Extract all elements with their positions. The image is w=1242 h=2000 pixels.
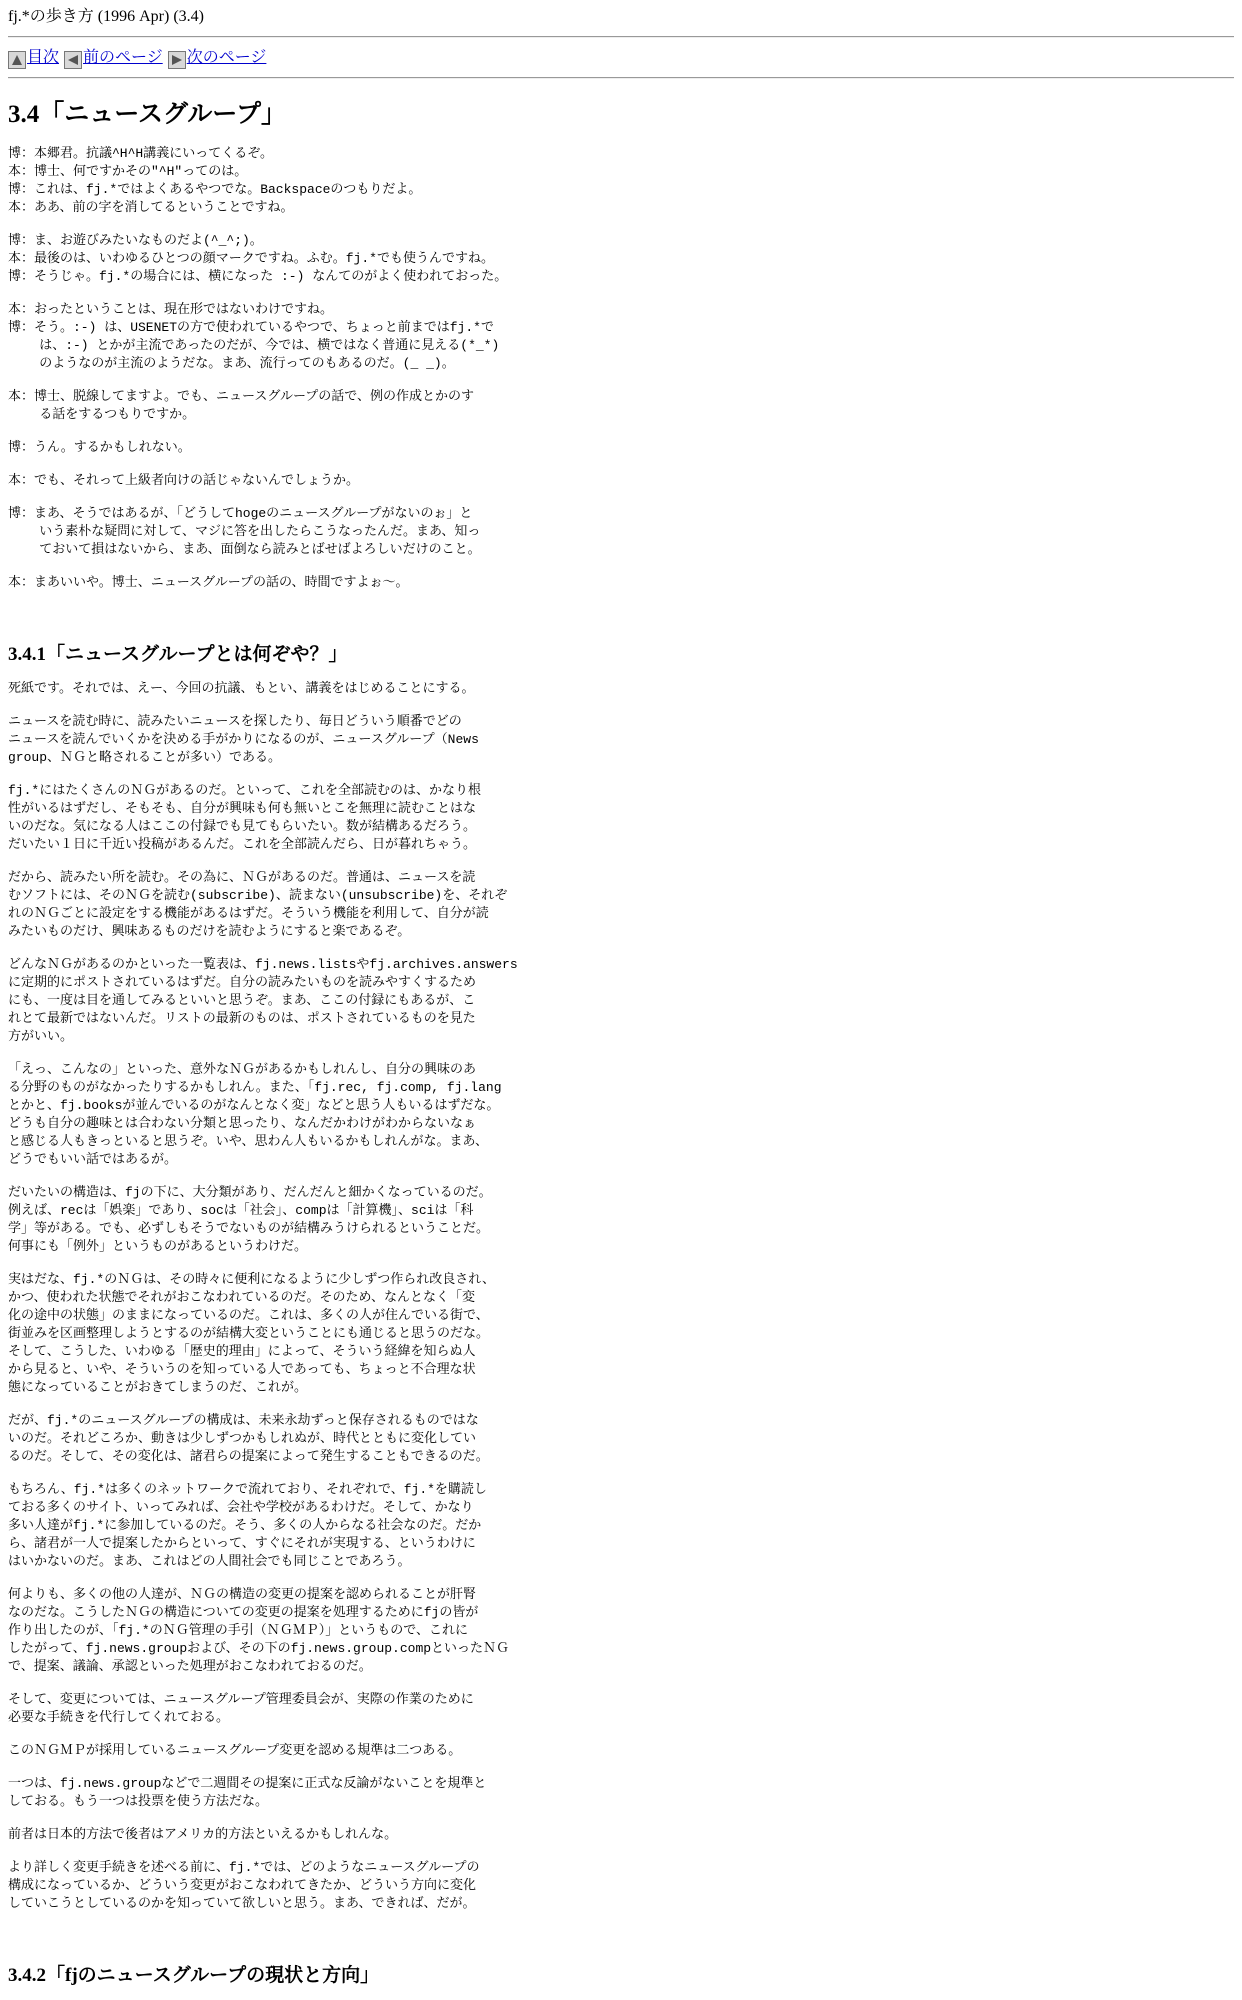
toc-link[interactable] <box>8 47 59 69</box>
dialogue-block: 本：でも、それって上級者向けの話じゃないんでしょうか。 <box>8 473 360 488</box>
prev-page-label: 前のページ <box>83 49 163 66</box>
paragraph: 一つは、fj.news.groupなどで二週間その提案に正式な反論がないことを規準と しておる。もう一つは投票を使う方法だな。 <box>8 1776 487 1809</box>
paragraph: もちろん、fj.*は多くのネットワークで流れており、それぞれで、fj.*を購読し ておる多くのサイト、いってみれば、会社や学校があるわけだ。そして、かなり 多い人達がfj.*に参加しているのだ。そう、多くの人からなる社会なのだ。だか ら、諸君が一人で提案したからといって、すぐにそれが実現する、というわけに はいかないのだ。まあ、これはどの人間社会でも同じことであろう。 <box>8 1482 487 1569</box>
paragraph: 「えっ、こんなの」といった、意外なＮＧがあるかもしれんし、自分の興味のあ る分野のものがなかったりするかもしれん。また、「fj.rec, fj.comp, fj.lang とかと、fj.booksが並んでいるのがなんとなく変」などと思う人もいるはずだな。 どうも自分の趣味とは合わない分類と思ったり、なんだかわけがわからないなぁ と感じる人もきっといると思うぞ。いや、思わん人もいるかもしれんがな。まあ、 どうでもいい話ではあるが。 <box>8 1062 502 1167</box>
dialogue-block: 博：ま、お遊びみたいなものだよ(^_^;)。 本：最後のは、いわゆるひとつの顔マークですね。ふむ。fj.*でも使うんですね。 博：そうじゃ。fj.*の場合には、横になった :-) なんてのがよく使われておった。 <box>8 233 508 284</box>
paragraph: 前者は日本的方法で後者はアメリカ的方法といえるかもしれんな。 <box>8 1827 398 1842</box>
paragraph: ニュースを読む時に、読みたいニュースを探したり、毎日どういう順番でどの ニュースを読んでいくかを決める手がかりになるのが、ニュースグループ（News group、ＮＧと略されることが多い）である。 <box>8 714 479 765</box>
dialogue-block: 博：うん。するかもしれない。 <box>8 440 191 455</box>
next-page-link[interactable] <box>168 47 267 69</box>
toc-link-label: 目次 <box>27 49 60 66</box>
paragraph: だいたいの構造は、fjの下に、大分類があり、だんだんと細かくなっているのだ。 例えば、recは「娯楽」であり、socは「社会」、compは「計算機」、sciは「科 学」等がある。でも、必ずしもそうでないものが結構みうけられるということだ。 何事にも「例外」というものがあるというわけだ。 <box>8 1185 492 1254</box>
dialogue-block: 本：おったということは、現在形ではないわけですね。 博：そう。:-) は、USENETの方で使われているやつで、ちょっと前まではfj.*で は、:-) とかが主流であったのだが、今では、横ではなく普通に見える(*_*) のようなのが主流のようだな。まあ、流行ってのもあるのだ。(_ _)。 <box>8 302 500 371</box>
paragraph: だが、fj.*のニュースグループの構成は、未来永劫ずっと保存されるものではな いのだ。それどころか、動きは少しずつかもしれぬが、時代とともに変化してい るのだ。そして、その変化は、諸君らの提案によって発生することもできるのだ。 <box>8 1413 489 1464</box>
paragraph: 実はだな、fj.*のＮＧは、その時々に便利になるように少しずつ作られ改良され、 かつ、使われた状態でそれがおこなわれているのだ。そのため、なんとなく「変 化の途中の状態」のままになっているのだ。これは、多くの人が住んでいる街で、 街並みを区画整理しようとするのが結構大変ということにも通じると思うのだな。 そして、こうした、いわゆる「歴史的理由」によって、そういう経緯を知らぬ人 から見ると、いや、そういうのを知っている人であっても、ちょっと不合理な状 態になっていることがおきてしまうのだ、これが。 <box>8 1272 495 1395</box>
subsection-heading: 3.4.2「fjのニュースグループの現状と方向」 <box>8 1965 380 1986</box>
document-title: fj.*の歩き方 (1996 Apr) (3.4) <box>8 8 204 25</box>
up-arrow-icon <box>8 51 26 69</box>
dialogue-block: 本：博士、脱線してますよ。でも、ニュースグループの話で、例の作成とかのす る話をするつもりですか。 <box>8 389 475 422</box>
dialogue-block: 博：本郷君。抗議^H^H講義にいってくるぞ。 本：博士、何ですかその"^H"ってのは。 博：これは、fj.*ではよくあるやつでな。Backspaceのつもりだよ。 本：ああ、前の字を消してるということですね。 <box>8 146 422 215</box>
top-divider <box>8 36 1234 38</box>
next-page-label: 次のページ <box>186 49 267 66</box>
prev-page-link[interactable] <box>64 47 163 69</box>
paragraph: より詳しく変更手続きを述べる前に、fj.*では、どのようなニュースグループの 構成になっているか、どういう変更がおこなわれてきたか、どういう方向に変化 していこうとしているのかを知っていて欲しいと思う。まあ、できれば、だが。 <box>8 1860 480 1911</box>
navigation-bar <box>8 47 1234 69</box>
left-arrow-icon <box>64 51 82 69</box>
section-heading: 3.4「ニュースグループ」 <box>8 101 287 128</box>
paragraph: 何よりも、多くの他の人達が、ＮＧの構造の変更の提案を認められることが肝腎 なのだな。こうしたＮＧの構造についての変更の提案を処理するためにfjの皆が 作り出したのが、「fj.*のＮＧ管理の手引（ＮＧＭＰ）」というもので、これに したがって、fj.news.groupおよび、その下のfj.news.group.compといったＮＧ で、提案、議論、承認といった処理がおこなわれておるのだ。 <box>8 1587 510 1674</box>
paragraph: だから、読みたい所を読む。その為に、ＮＧがあるのだ。普通は、ニュースを読 むソフトには、そのＮＧを読む(subscribe)、読まない(unsubscribe)を、それぞ れのＮＧごとに設定をする機能があるはずだ。そういう機能を利用して、自分が読 みたいものだけ、興味あるものだけを読むようにすると楽であるぞ。 <box>8 870 508 939</box>
subsection-heading: 3.4.1「ニュースグループとは何ぞや？」 <box>8 644 348 665</box>
dialogue-block: 博：まあ、そうではあるが、「どうしてhogeのニュースグループがないのぉ」と いう素朴な疑問に対して、マジに答を出したらこうなったんだ。まあ、知っ ておいて損はないから、まあ、面倒なら読みとばせばよろしいだけのこと。 <box>8 506 481 557</box>
paragraph: どんなＮＧがあるのかといった一覧表は、fj.news.listsやfj.archives.answers に定期的にポストされているはずだ。自分の読みたいものを読みやすくするため にも、一度は目を通してみるといいと思うぞ。まあ、ここの付録にもあるが、こ れとて最新ではないんだ。リストの最新のものは、ポストされているものを見た 方がいい。 <box>8 957 518 1044</box>
paragraph: このＮＧＭＰが採用しているニュースグループ変更を認める規準は二つある。 <box>8 1743 462 1758</box>
subsection-body <box>8 680 1234 1913</box>
dialogue-block: 本：まあいいや。博士、ニュースグループの話の、時間ですよぉ～。 <box>8 575 409 590</box>
nav-divider <box>8 77 1234 79</box>
right-arrow-icon <box>168 51 186 69</box>
dialogue <box>8 145 1234 592</box>
paragraph: fj.*にはたくさんのＮＧがあるのだ。といって、これを全部読むのは、かなり根 性がいるはずだし、そもそも、自分が興味も何も無いとこを無理に読むことはな いのだな。気になる人はここの付録でも見てもらいたい。数が結構あるだろう。 だいたい１日に千近い投稿があるんだ。これを全部読んだら、日が暮れちゃう。 <box>8 783 481 852</box>
paragraph: 死紙です。それでは、えー、今回の抗議、もとい、講義をはじめることにする。 <box>8 681 475 696</box>
paragraph: そして、変更については、ニュースグループ管理委員会が、実際の作業のために 必要な手続きを代行してくれておる。 <box>8 1692 474 1725</box>
